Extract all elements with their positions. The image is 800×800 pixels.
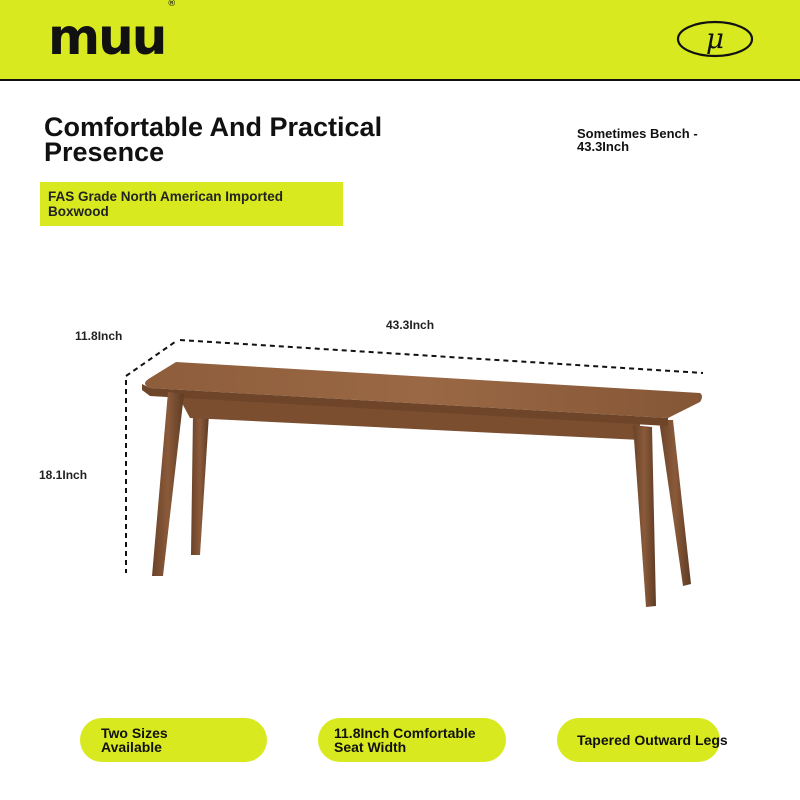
- height-label: 18.1Inch: [39, 468, 88, 482]
- material-tag: FAS Grade North American Imported Boxwood: [40, 182, 343, 226]
- bench-leg-back-right: [659, 420, 691, 586]
- depth-label: 11.8Inch: [75, 329, 123, 343]
- feature-pill-seat-width: [318, 718, 506, 762]
- bench-leg-front-right: [633, 425, 656, 607]
- bench-leg-back-left: [191, 414, 209, 555]
- feature-label: 11.8Inch Comfortable Seat Width: [334, 725, 476, 755]
- trademark-mark: ®: [167, 0, 177, 10]
- length-label: 43.3Inch: [386, 318, 435, 332]
- product-name: Sometimes Bench - 43.3Inch: [577, 126, 698, 154]
- feature-pill-legs: [557, 718, 728, 762]
- bench-leg-front-left: [152, 392, 184, 576]
- feature-label: Tapered Outward Legs: [577, 732, 728, 748]
- headline: Comfortable And Practical Presence: [44, 112, 383, 167]
- feature-pill-sizes: [80, 718, 267, 762]
- mu-glyph: μ: [705, 22, 725, 55]
- brand-name: muu: [48, 8, 166, 66]
- feature-label: Two Sizes Available: [101, 725, 168, 755]
